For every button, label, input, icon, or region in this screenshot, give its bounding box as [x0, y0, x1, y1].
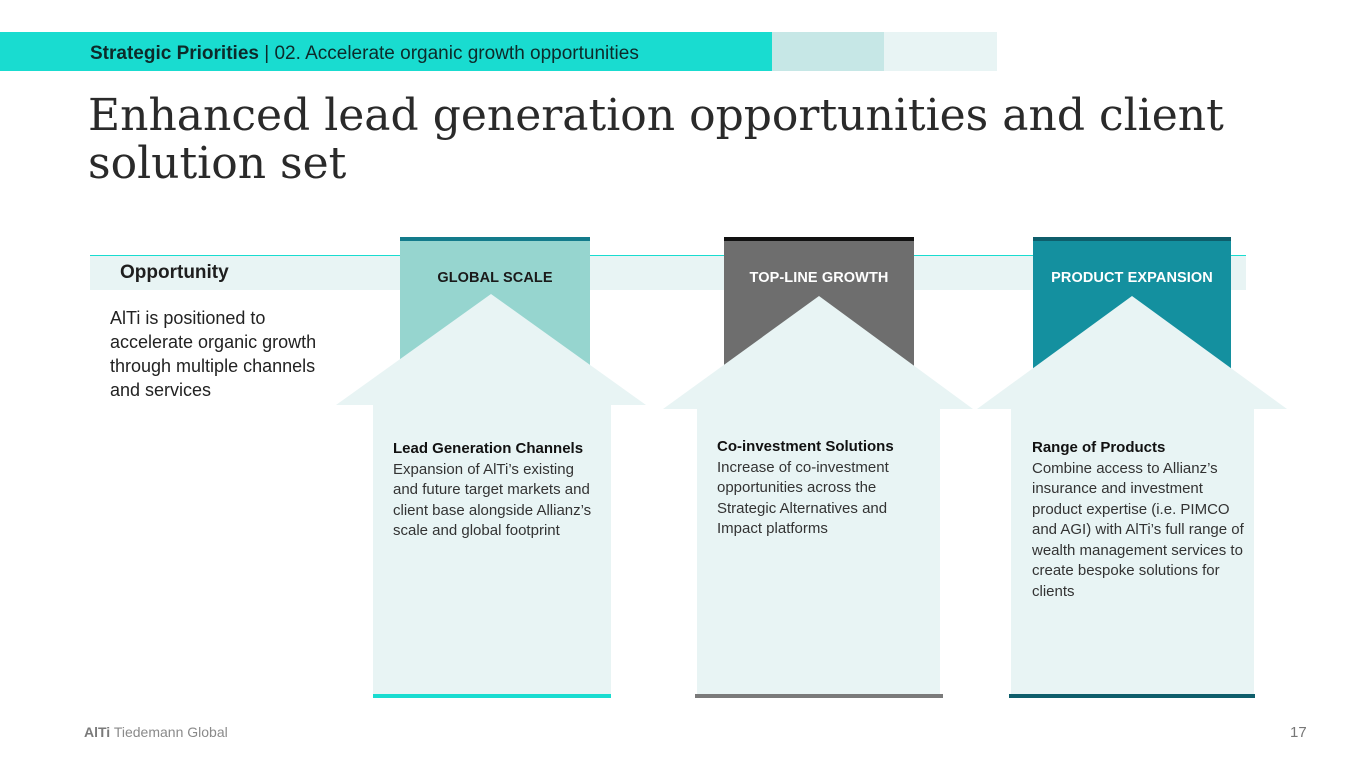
pillar-tab-label: GLOBAL SCALE	[437, 270, 553, 286]
page-title: Enhanced lead generation opportunities and client solution set	[88, 90, 1224, 189]
pillar-card-body: Expansion of AlTi’s existing and future target markets and client base alongside Allianz’s scale and global footprint	[393, 460, 592, 539]
footer-brand	[84, 724, 228, 740]
pillar-card-body: Increase of co-investment opportunities across the Strategic Alternatives and Impact platforms	[717, 458, 889, 537]
opportunity-text: AlTi is positioned to accelerate organic growth through multiple channels and services	[110, 308, 317, 400]
pillar-tab-label: TOP-LINE GROWTH	[749, 270, 889, 286]
pillar-card-body: Combine access to Allianz’s insurance and investment product expertise (i.e. PIMCO and AGI) with AlTi’s full range of wealth management services to create bespoke solutions for clients	[1032, 459, 1244, 600]
pillar-tab-label: PRODUCT EXPANSION	[1051, 270, 1213, 286]
pillar-card-heading: Co-investment Solutions	[717, 438, 894, 455]
pillar-accent-line	[373, 694, 611, 698]
footer-brand-bold: AlTi	[84, 724, 111, 740]
section-header-bold: Strategic Priorities	[90, 43, 259, 64]
pillar-card-heading: Lead Generation Channels	[393, 440, 584, 457]
pillar-card-heading: Range of Products	[1032, 439, 1166, 456]
pillar-accent-line	[695, 694, 943, 698]
pillar-card-product-expansion	[1032, 438, 1244, 602]
footer-brand-rest: Tiedemann Global	[110, 724, 228, 740]
opportunity-label: Opportunity	[120, 262, 229, 283]
pillar-accent-line	[1009, 694, 1255, 698]
pillar-card-top-line-growth	[717, 437, 927, 540]
pillar-card-global-scale	[393, 439, 598, 542]
section-header-rest: | 02. Accelerate organic growth opportunities	[258, 43, 639, 64]
page-number: 17	[1290, 724, 1307, 741]
